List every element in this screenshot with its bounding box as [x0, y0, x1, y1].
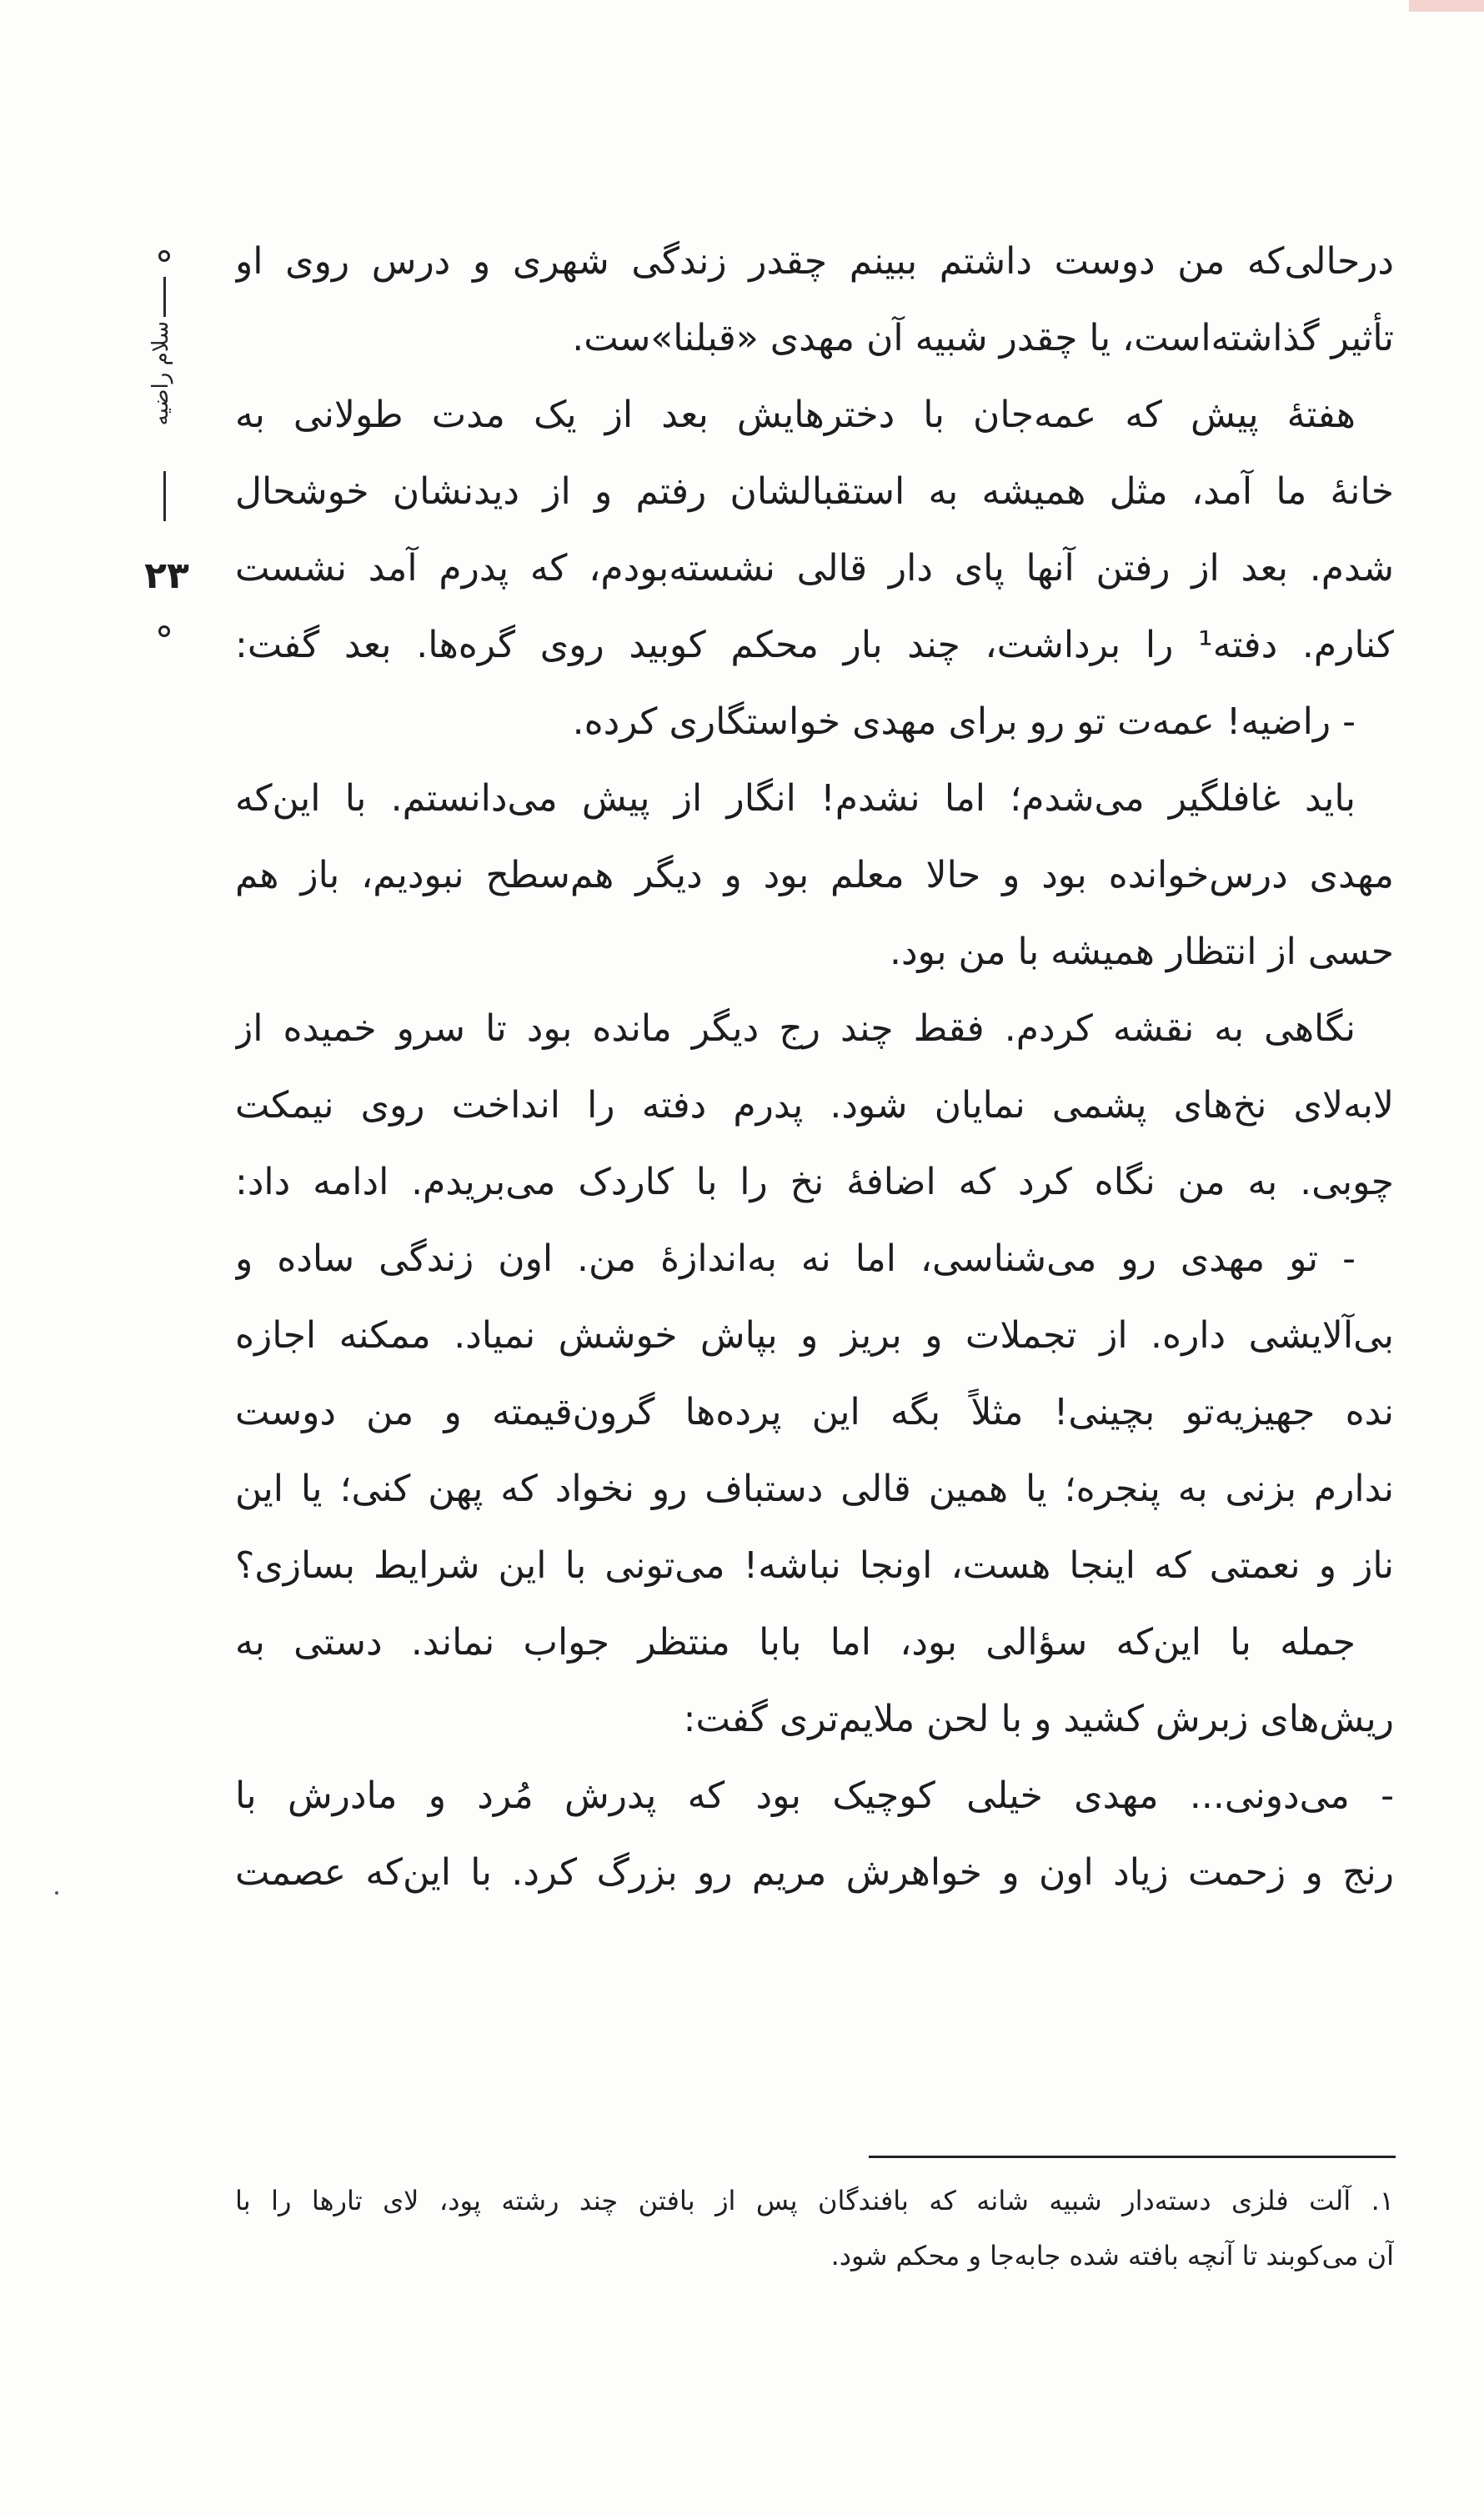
body-line: باید غافلگیر می‌شدم؛ اما نشدم! انگار از پیش می‌دانستم. با این‌که [235, 777, 1356, 820]
running-title: سلام راضیه [148, 321, 173, 426]
body-line: - تو مهدی رو می‌شناسی، اما نه به‌اندازهٔ من. اون زندگی ساده و [235, 1237, 1356, 1280]
body-line: شدم. بعد از رفتن آنها پای دار قالی نشسته‌بودم، که پدرم آمد نشست [235, 547, 1394, 590]
body-line: مهدی درس‌خوانده بود و حالا معلم بود و دیگر هم‌سطح نبودیم، باز هم [235, 854, 1394, 896]
body-line: حسی از انتظار همیشه با من بود. [889, 931, 1394, 973]
body-line: خانهٔ ما آمد، مثل همیشه به استقبالشان رفتم و از دیدنشان خوشحال [235, 470, 1394, 513]
body-line: ندارم بزنی به پنجره؛ یا همین قالی دستباف رو نخواد که پهن کنی؛ یا این [235, 1468, 1394, 1510]
scan-speck [55, 1891, 58, 1895]
ornament-dot-top [158, 250, 170, 262]
footnotes [235, 2173, 1394, 2283]
footnote-separator [869, 2156, 1396, 2158]
body-line: تأثیر گذاشته‌است، یا چقدر شبیه آن مهدی «قبلنا»ست. [572, 317, 1394, 359]
body-line: - راضیه! عمه‌ت تو رو برای مهدی خواستگاری کرده. [572, 700, 1356, 743]
side-rail [142, 242, 192, 675]
body-line: چوبی. به من نگاه کرد که اضافهٔ نخ را با کاردک می‌بریدم. ادامه داد: [235, 1161, 1394, 1203]
body-line: بی‌آلایشی داره. از تجملات و بریز و بپاش خوشش نمیاد. ممکنه اجازه [235, 1314, 1394, 1357]
body-line: ناز و نعمتی که اینجا هست، اونجا نباشه! می‌تونی با این شرایط بسازی؟ [235, 1544, 1394, 1587]
page-edge-tint [1409, 0, 1484, 12]
body-line: هفتهٔ پیش که عمه‌جان با دخترهایش بعد از یک مدت طولانی به [235, 394, 1356, 436]
page-number: ۲۳ [144, 555, 189, 597]
body-line: درحالی‌که من دوست داشتم ببینم چقدر زندگی شهری و درس روی او [235, 240, 1394, 283]
rail-rule-bottom [163, 471, 166, 521]
ornament-dot-bottom [158, 625, 170, 637]
body-line: - می‌دونی... مهدی خیلی کوچیک بود که پدرش مُرد و مادرش با [235, 1775, 1394, 1817]
body-line: جمله با این‌که سؤالی بود، اما بابا منتظر جواب نماند. دستی به [235, 1621, 1356, 1664]
body-line: نده جهیزیه‌تو بچینی! مثلاً بگه این پرده‌ها گرون‌قیمته و من دوست [235, 1391, 1394, 1433]
body-text [235, 223, 1394, 1911]
footnote-line: ۱. آلت فلزی دسته‌دار شبیه شانه که بافندگان پس از بافتن چند رشته پود، لای تارها را با [235, 2185, 1394, 2216]
body-line: ریش‌های زبرش کشید و با لحن ملایم‌تری گفت: [683, 1698, 1394, 1740]
body-line: لابه‌لای نخ‌های پشمی نمایان شود. پدرم دفته را انداخت روی نیمکت [235, 1084, 1394, 1127]
body-line: نگاهی به نقشه کردم. فقط چند رج دیگر مانده بود تا سرو خمیده از [235, 1007, 1356, 1050]
body-line: کنارم. دفته¹ را برداشت، چند بار محکم کوبید روی گره‌ها. بعد گفت: [235, 624, 1394, 666]
rail-rule-top [163, 277, 166, 317]
footnote-line: آن می‌کوبند تا آنچه بافته شده جابه‌جا و محکم شود. [830, 2240, 1394, 2272]
body-line: رنج و زحمت زیاد اون و خواهرش مریم رو بزرگ کرد. با این‌که عصمت [235, 1851, 1394, 1894]
